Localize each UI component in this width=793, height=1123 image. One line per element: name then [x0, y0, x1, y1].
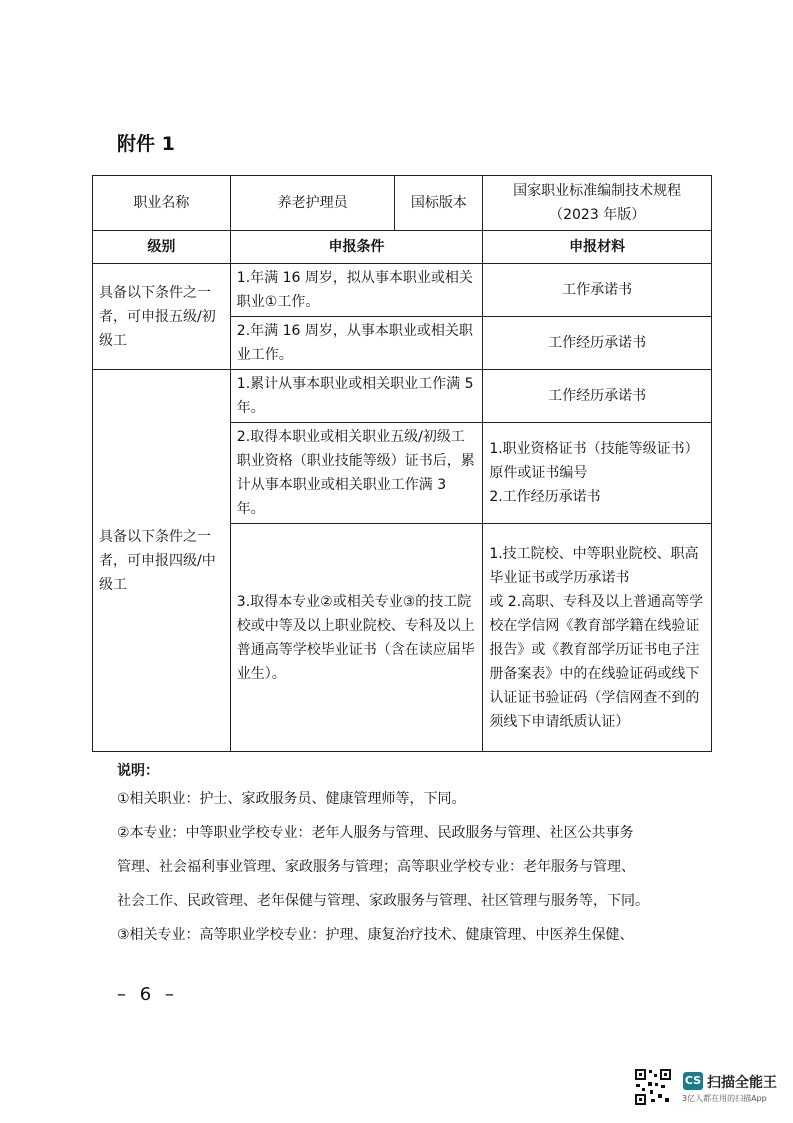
scanner-logo: CS	[683, 1072, 703, 1090]
material-cell: 工作经历承诺书	[483, 370, 712, 423]
material-line: 1.技工院校、中等职业院校、职高毕业证书或学历承诺书	[489, 545, 699, 586]
condition-cell: 3.取得本专业②或相关专业③的技工院校或中等及以上职业院校、专科及以上普通高等学校毕业证书（含在读应届毕业生）。	[230, 524, 483, 752]
col-header-level: 级别	[93, 231, 231, 264]
condition-cell: 2.取得本职业或相关职业五级/初级工职业资格（职业技能等级）证书后，累计从事本职业或相关职业工作满 3 年。	[230, 423, 483, 524]
level-4-cell: 具备以下条件之一者，可申报四级/中级工	[93, 370, 231, 752]
col-header-conditions: 申报条件	[230, 231, 483, 264]
scanner-app-name: 扫描全能王	[707, 1075, 777, 1091]
condition-cell: 1.累计从事本职业或相关职业工作满 5 年。	[230, 370, 483, 423]
material-cell: 工作承诺书	[483, 264, 712, 317]
note-line: ③相关专业：高等职业学校专业：护理、康复治疗技术、健康管理、中医养生保健、	[117, 927, 634, 943]
material-line: 2.工作经历承诺书	[489, 489, 601, 505]
note-line: ①相关职业：护士、家政服务员、健康管理师等，下同。	[117, 791, 466, 807]
scanner-tagline: 3亿人都在用的扫描App	[682, 1094, 767, 1103]
page-number: – 6 –	[117, 984, 178, 1005]
note-line: ②本专业：中等职业学校专业：老年人服务与管理、民政服务与管理、社区公共事务	[117, 825, 634, 841]
table-title-row	[93, 176, 712, 231]
note-line: 社会工作、民政管理、老年保健与管理、家政服务与管理、社区管理与服务等，下同。	[117, 893, 649, 909]
level-5-cell: 具备以下条件之一者，可申报五级/初级工	[93, 264, 231, 370]
condition-cell: 1.年满 16 周岁，拟从事本职业或相关职业①工作。	[230, 264, 483, 317]
material-cell	[483, 524, 712, 752]
notes-heading: 说明：	[117, 763, 159, 779]
standard-version-label: 国标版本	[395, 176, 483, 231]
requirements-table	[92, 175, 712, 752]
qr-code-icon	[634, 1068, 672, 1106]
col-header-materials: 申报材料	[483, 231, 712, 264]
standard-version-line2: （2023 年版）	[549, 207, 646, 223]
standard-version-line1: 国家职业标准编制技术规程	[513, 183, 682, 199]
table-row	[93, 264, 712, 317]
attachment-label: 附件 1	[117, 133, 175, 155]
material-cell: 工作经历承诺书	[483, 317, 712, 370]
material-line: 或 2.高职、专科及以上普通高等学校在学信网《教育部学籍在线验证报告》或《教育部学历证书电子注册备案表》中的在线验证码或线下认证证书验证码（学信网查不到的须线下申请纸质认证）	[489, 593, 704, 730]
notes-section	[117, 760, 717, 952]
occupation-name-label: 职业名称	[93, 176, 231, 231]
condition-cell: 2.年满 16 周岁，从事本职业或相关职业工作。	[230, 317, 483, 370]
standard-version	[483, 176, 712, 231]
column-header-row	[93, 231, 712, 264]
occupation-name: 养老护理员	[230, 176, 395, 231]
material-cell	[483, 423, 712, 524]
material-line: 1.职业资格证书（技能等级证书）原件或证书编号	[489, 441, 699, 481]
note-line: 管理、社会福利事业管理、家政服务与管理；高等职业学校专业：老年服务与管理、	[117, 859, 635, 875]
table-row	[93, 370, 712, 423]
